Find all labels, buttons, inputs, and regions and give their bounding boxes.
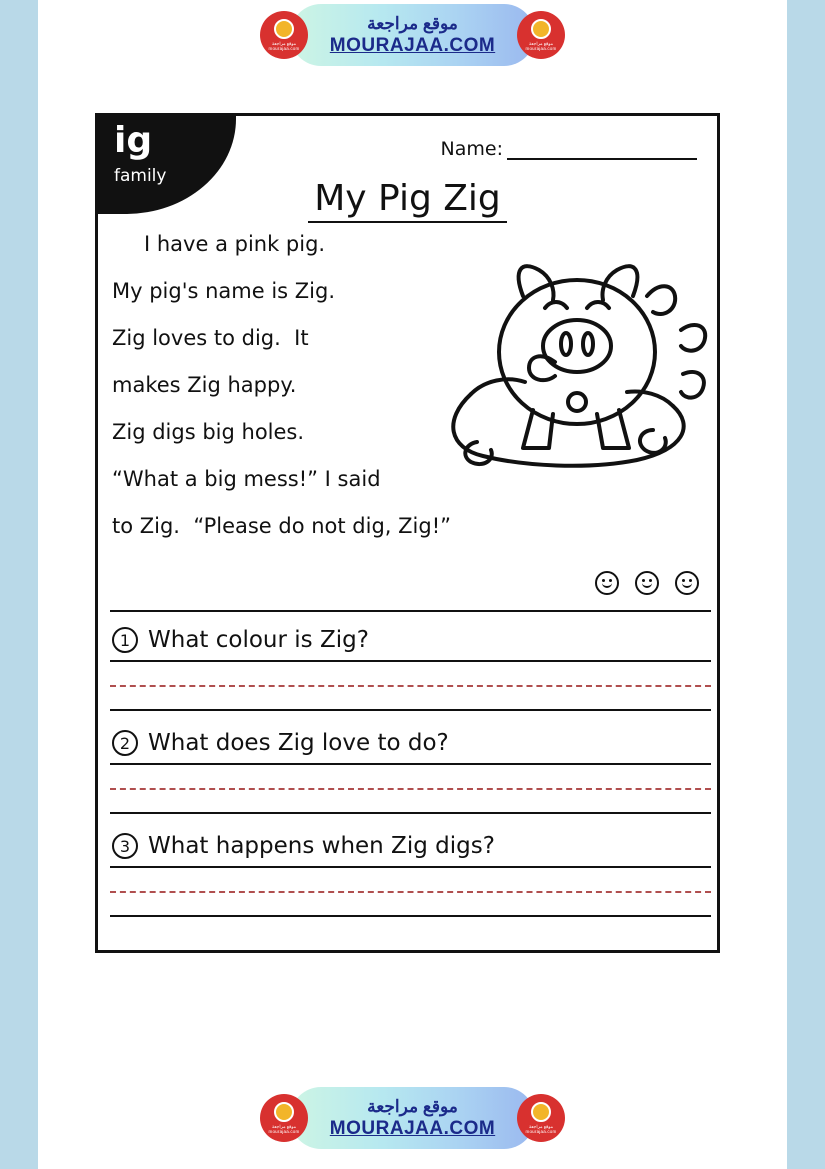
story-line: to Zig. “Please do not dig, Zig!”: [112, 514, 452, 538]
question-text-row: [110, 723, 711, 763]
question-text-row: [110, 826, 711, 866]
badge-sun-icon: [274, 1102, 294, 1122]
badge-caption: موقع مراجعة mourajaa.com: [525, 40, 557, 51]
question-block-1: [110, 620, 711, 711]
smiley-face-icon[interactable]: [635, 571, 659, 595]
question-block-2: [110, 723, 711, 814]
watermark-pill: [290, 4, 535, 66]
mourajaa-badge-icon: [517, 11, 565, 59]
story-line: I have a pink pig.: [144, 232, 326, 256]
question-block-3: [110, 826, 711, 917]
watermark-arabic-text: موقع مراجعة: [367, 1096, 458, 1116]
name-label: Name:: [440, 138, 503, 160]
mourajaa-badge-icon: [260, 1094, 308, 1142]
question-number: 1: [112, 627, 138, 653]
section-divider: [110, 610, 711, 612]
badge-sun-icon: [531, 1102, 551, 1122]
badge-caption: موقع مراجعة mourajaa.com: [268, 1123, 300, 1134]
watermark-banner-top: [38, 0, 787, 70]
watermark-pill: [290, 1087, 535, 1149]
answer-line-solid[interactable]: [110, 660, 711, 662]
name-field-row: [441, 138, 697, 160]
story-line: My pig's name is Zig.: [112, 279, 336, 303]
page-title-text: My Pig Zig: [308, 178, 507, 223]
answer-line-solid[interactable]: [110, 915, 711, 917]
story-text: [112, 232, 452, 561]
question-label: What colour is Zig?: [148, 627, 369, 653]
mourajaa-badge-icon: [517, 1094, 565, 1142]
question-text-row: [110, 620, 711, 660]
rating-smileys[interactable]: [595, 571, 699, 595]
answer-line-dotted[interactable]: [110, 891, 711, 893]
page-title: [98, 178, 717, 219]
question-number: 3: [112, 833, 138, 859]
question-label: What does Zig love to do?: [148, 730, 449, 756]
watermark-url-top[interactable]: MOURAJAA.COM: [329, 34, 496, 56]
story-line: Zig loves to dig. It: [112, 326, 309, 350]
watermark-url-bottom[interactable]: MOURAJAA.COM: [329, 1117, 496, 1139]
answer-line-solid[interactable]: [110, 763, 711, 765]
word-family-label: family: [114, 166, 167, 186]
question-number: 2: [112, 730, 138, 756]
answer-line-dotted[interactable]: [110, 685, 711, 687]
badge-sun-icon: [274, 19, 294, 39]
badge-caption: موقع مراجعة mourajaa.com: [525, 1123, 557, 1134]
story-line: “What a big mess!” I said: [112, 467, 381, 491]
mourajaa-badge-icon: [260, 11, 308, 59]
smiley-face-icon[interactable]: [595, 571, 619, 595]
name-input-line[interactable]: [507, 140, 697, 160]
pig-illustration: [437, 234, 709, 502]
paper-sheet: [38, 0, 787, 1169]
worksheet-frame: [95, 113, 720, 953]
question-label: What happens when Zig digs?: [148, 833, 495, 859]
story-line: makes Zig happy.: [112, 373, 297, 397]
badge-caption: موقع مراجعة mourajaa.com: [268, 40, 300, 51]
smiley-face-icon[interactable]: [675, 571, 699, 595]
answer-line-solid[interactable]: [110, 709, 711, 711]
answer-line-dotted[interactable]: [110, 788, 711, 790]
answer-line-solid[interactable]: [110, 812, 711, 814]
watermark-arabic-text: موقع مراجعة: [367, 13, 458, 33]
answer-line-solid[interactable]: [110, 866, 711, 868]
watermark-banner-bottom: [38, 1083, 787, 1153]
story-line: Zig digs big holes.: [112, 420, 305, 444]
word-family-word: ig: [114, 120, 153, 161]
badge-sun-icon: [531, 19, 551, 39]
